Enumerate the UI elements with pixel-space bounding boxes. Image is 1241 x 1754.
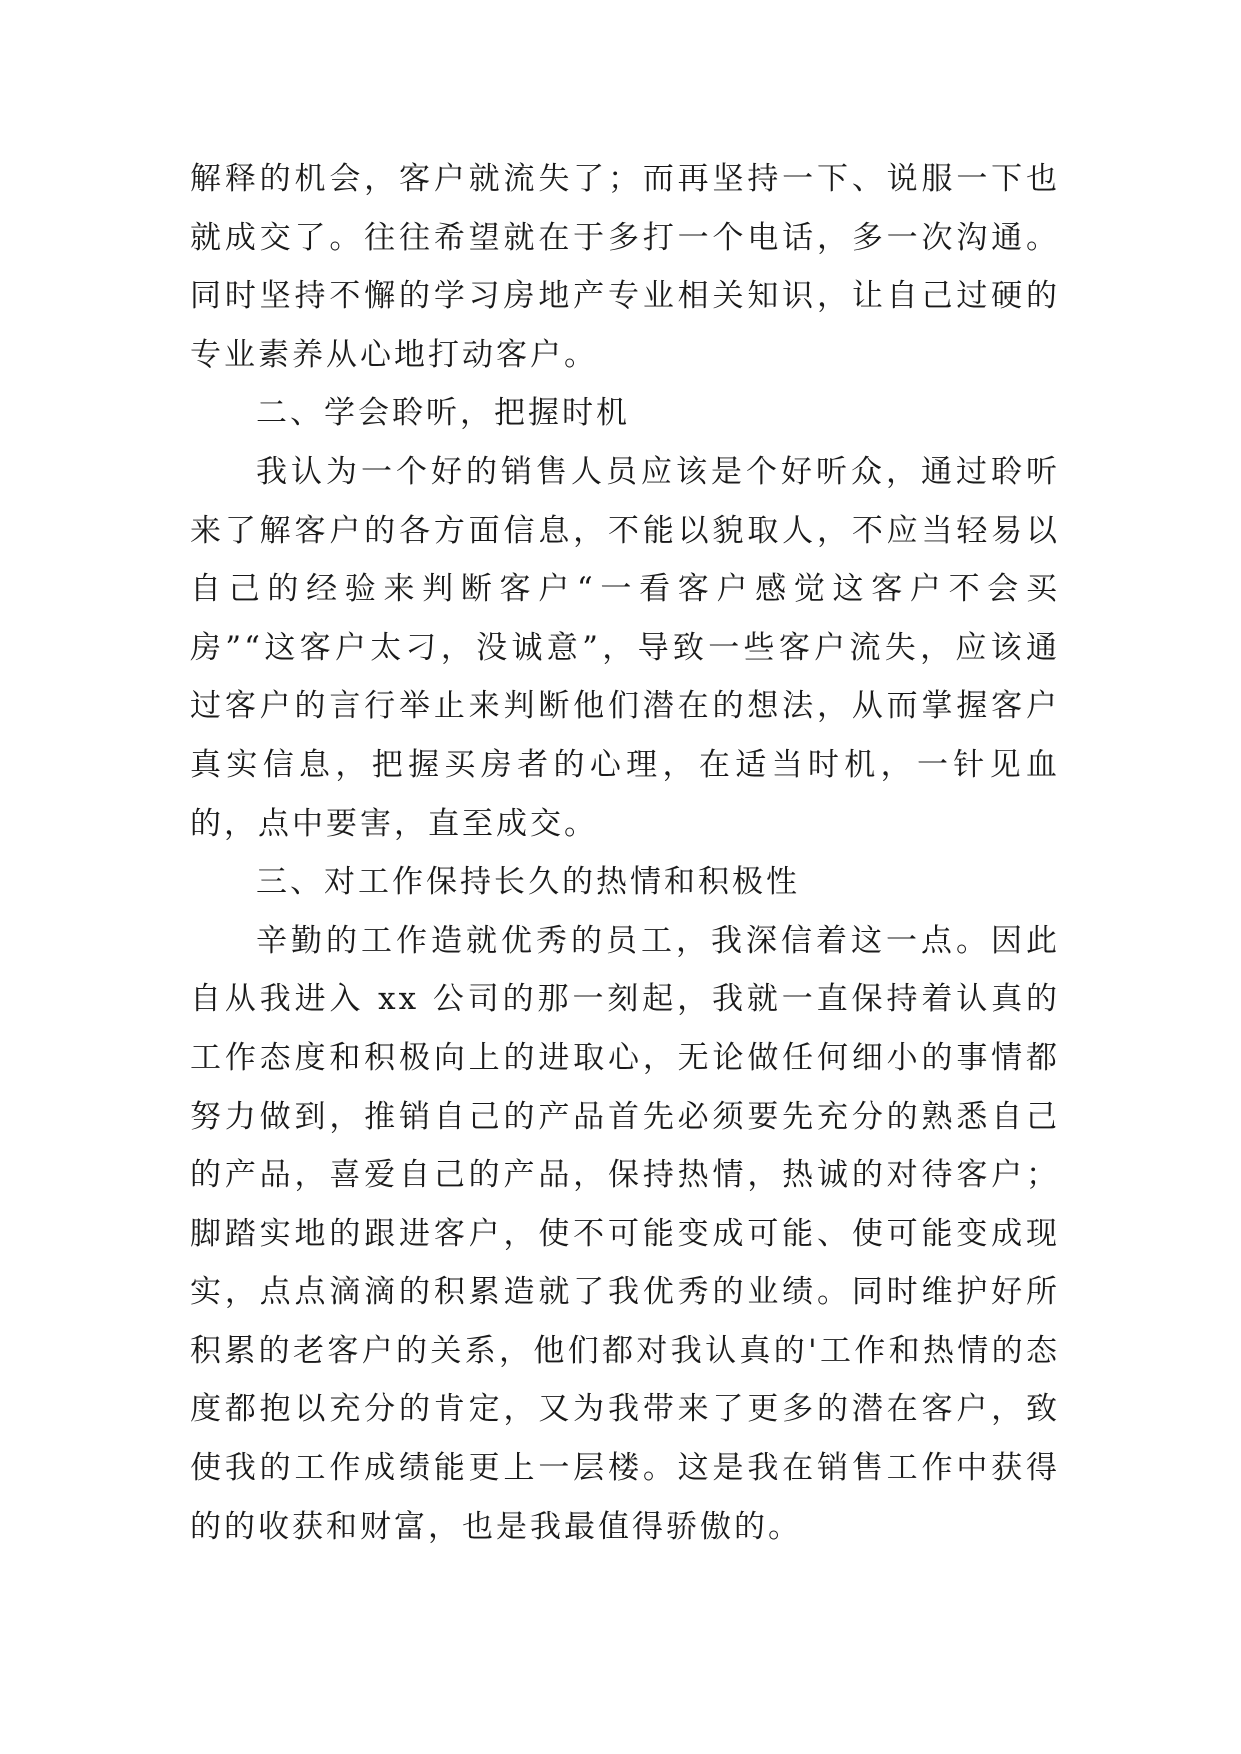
document-page [190, 150, 1060, 1556]
paragraph-listening: 我认为一个好的销售人员应该是个好听众，通过聆听来了解客户的各方面信息，不能以貌取人，不应当轻易以自己的经验来判断客户“一看客户感觉这客户不会买房”“这客户太刁，没诚意”，导致一些客户流失，应该通过客户的言行举止来判断他们潜在的想法，从而掌握客户真实信息，把握买房者的心理，在适当时机，一针见血的，点中要害，直至成交。 [190, 453, 1060, 842]
paragraph-enthusiasm: 辛勤的工作造就优秀的员工，我深信着这一点。因此自从我进入 xx 公司的那一刻起，我就一直保持着认真的工作态度和积极向上的进取心，无论做任何细小的事情都努力做到，推销自己的产品首先必须要先充分的熟悉自己的产品，喜爱自己的产品，保持热情，热诚的对待客户；脚踏实地的跟进客户，使不可能变成可能、使可能变成现实，点点滴滴的积累造就了我优秀的业绩。同时维护好所积累的老客户的关系，他们都对我认真的'工作和热情的态度都抱以充分的肯定，又为我带来了更多的潜在客户，致使我的工作成绩能更上一层楼。这是我在销售工作中获得的的收获和财富，也是我最值得骄傲的。 [190, 922, 1060, 1545]
paragraph-continued: 解释的机会，客户就流失了；而再坚持一下、说服一下也就成交了。往往希望就在于多打一个电话，多一次沟通。同时坚持不懈的学习房地产专业相关知识，让自己过硬的专业素养从心地打动客户。 [190, 161, 1060, 373]
section-heading-enthusiasm: 三、对工作保持长久的热情和积极性 [256, 864, 800, 901]
section-heading-listening: 二、学会聆听，把握时机 [256, 395, 630, 432]
